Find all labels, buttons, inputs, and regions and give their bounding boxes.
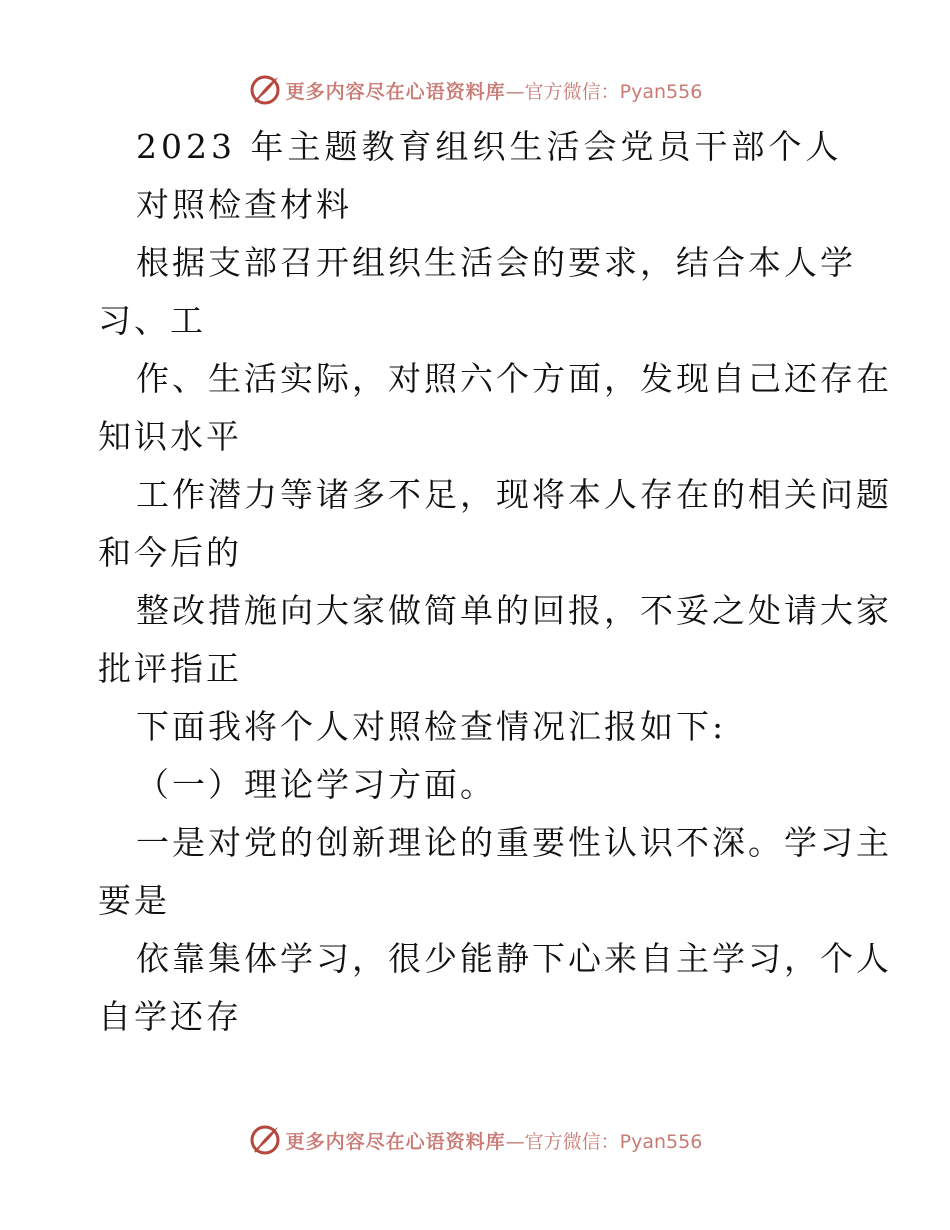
paragraph-line: 知识水平 [98,417,242,456]
header-brand-text: 更多内容尽在心语资料库 [285,80,506,103]
feather-logo-icon [248,1123,282,1157]
feather-logo-icon [248,73,282,107]
paragraph-line: 要是 [98,881,170,920]
paragraph-line: 习、工 [98,301,206,340]
paragraph-line: 批评指正 [98,649,242,688]
paragraph-line: 下面我将个人对照检查情况汇报如下: [136,707,727,746]
paragraph-line: 一是对党的创新理论的重要性认识不深。学习主 [136,823,892,862]
footer-brand-text: 更多内容尽在心语资料库 [285,1130,506,1153]
paragraph-line: 工作潜力等诸多不足，现将本人存在的相关问题 [136,475,892,514]
paragraph-line: 整改措施向大家做简单的回报，不妥之处请大家 [136,591,892,630]
title-line-2: 对照检查材料 [136,185,352,224]
paragraph-line: 作、生活实际，对照六个方面，发现自己还存在 [136,359,892,398]
header-watermark-banner [0,70,950,110]
footer-watermark-banner [0,1120,950,1160]
paragraph-line: 和今后的 [98,533,242,572]
title-line-1: 2023 年主题教育组织生活会党员干部个人 [136,127,843,166]
paragraph-line: 自学还存 [98,997,242,1036]
paragraph-line: 根据支部召开组织生活会的要求，结合本人学 [136,243,856,282]
document-body [98,118,892,1046]
header-wechat-text: —官方微信：Pyan556 [505,80,703,103]
section-heading: （一）理论学习方面。 [136,765,496,804]
footer-wechat-text: —官方微信：Pyan556 [505,1130,703,1153]
paragraph-line: 依靠集体学习，很少能静下心来自主学习，个人 [136,939,892,978]
